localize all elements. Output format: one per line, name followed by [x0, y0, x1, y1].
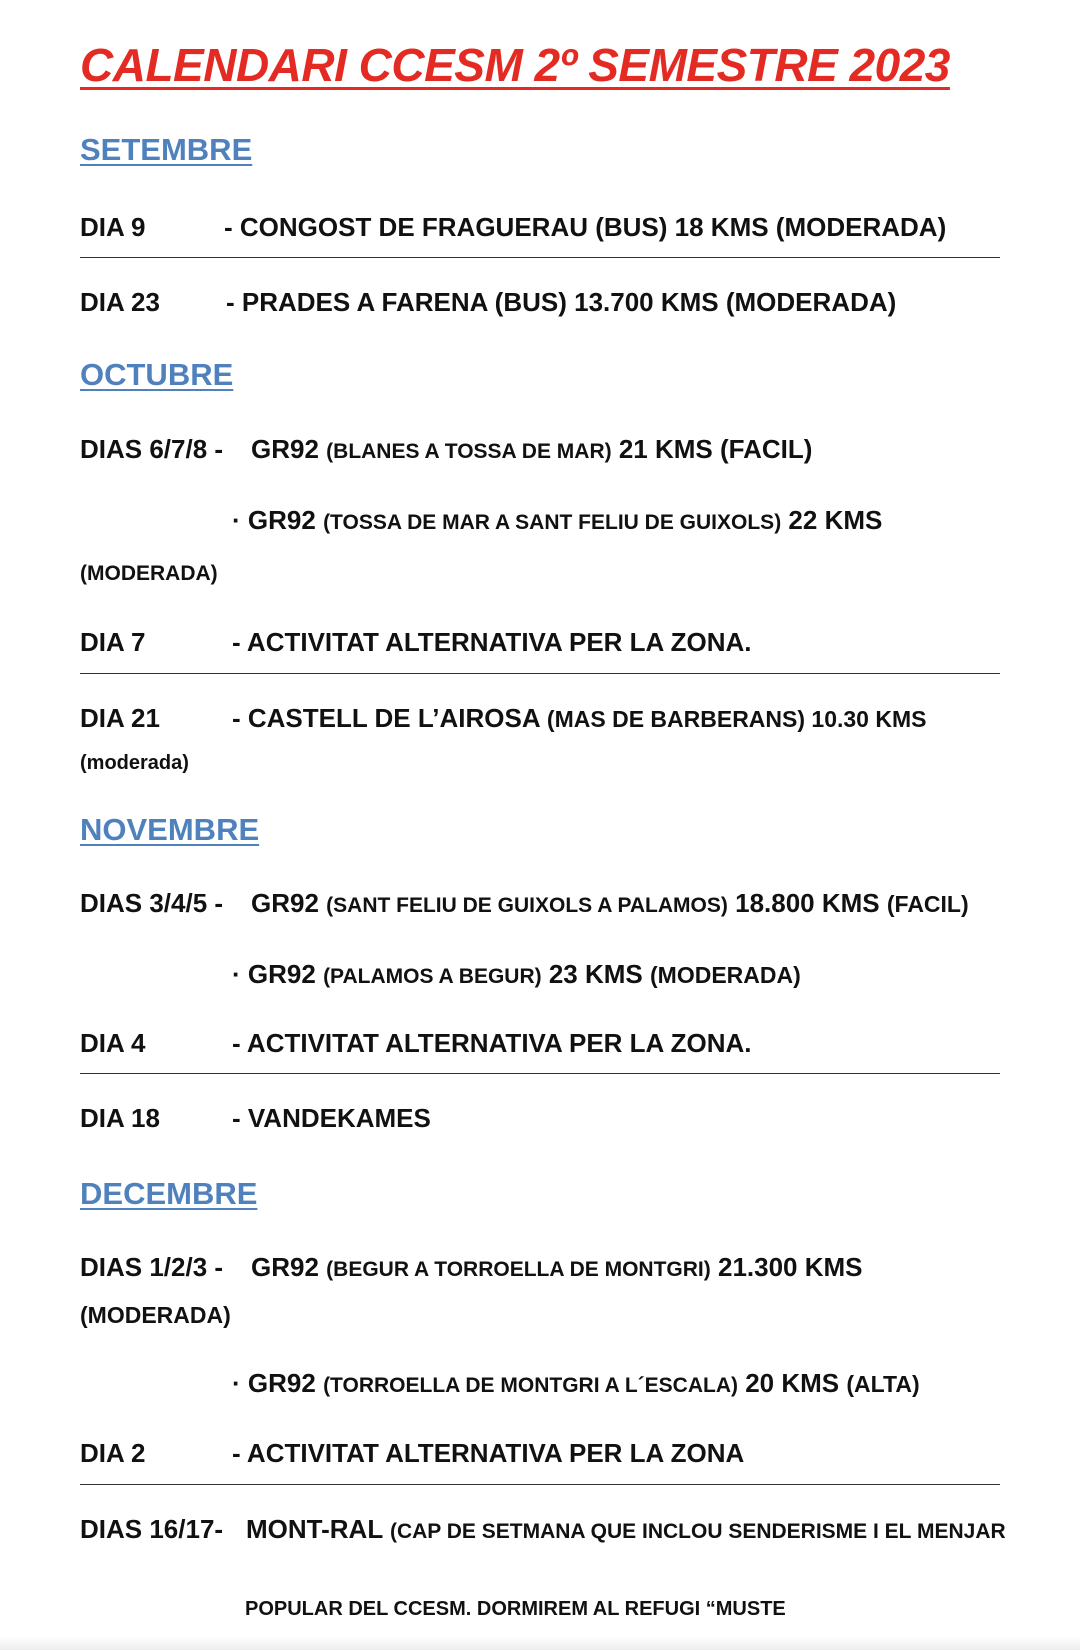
entry-day: DIA 23: [80, 287, 160, 317]
route-detail: (BLANES A TOSSA DE MAR): [326, 440, 612, 463]
route-name: MONT-RAL: [246, 1514, 383, 1544]
month-heading-octubre: OCTUBRE: [80, 357, 234, 392]
entry-day: DIA 18: [80, 1103, 160, 1133]
route-detail: (PALAMOS A BEGUR): [323, 965, 542, 988]
route-difficulty: (ALTA): [846, 1371, 920, 1397]
entry-description: - VANDEKAMES: [232, 1103, 431, 1133]
entry-line: [232, 703, 926, 734]
month-heading-novembre: NOVEMBRE: [80, 812, 260, 847]
entry-continuation: POPULAR DEL CCESM. DORMIREM AL REFUGI “MUSTE: [245, 1598, 786, 1620]
entry-day: DIAS 16/17-: [80, 1514, 224, 1544]
entry-line: [251, 1252, 863, 1283]
route-detail: (SANT FELIU DE GUIXOLS A PALAMOS): [326, 894, 728, 917]
entry-day: DIA 2: [80, 1438, 146, 1468]
route-detail: (MAS DE BARBERANS) 10.30 KMS: [546, 706, 927, 732]
route-distance: 22 KMS: [788, 505, 883, 535]
entry-line: [232, 959, 801, 990]
route-distance: 20 KMS: [745, 1368, 840, 1398]
route-difficulty: (moderada): [80, 752, 189, 774]
entry-description: - ACTIVITAT ALTERNATIVA PER LA ZONA.: [232, 627, 752, 657]
route-name: GR92: [247, 505, 316, 535]
bullet: ·: [232, 505, 241, 535]
divider: [80, 673, 1000, 674]
divider: [80, 1484, 1000, 1485]
entry-line: [251, 434, 812, 465]
route-detail: (TOSSA DE MAR A SANT FELIU DE GUIXOLS): [323, 511, 782, 534]
route-name: GR92: [251, 434, 319, 464]
route-name: GR92: [247, 1368, 316, 1398]
route-difficulty: (MODERADA): [650, 962, 801, 988]
route-difficulty: (MODERADA): [80, 1302, 231, 1328]
bullet: ·: [232, 1368, 241, 1398]
entry-line: [251, 888, 969, 919]
route-name: GR92: [251, 888, 319, 918]
entry-description: - CONGOST DE FRAGUERAU (BUS) 18 KMS (MODERADA): [224, 212, 947, 242]
route-detail: (TORROELLA DE MONTGRI A L´ESCALA): [323, 1374, 738, 1397]
entry-day: DIAS 1/2/3 -: [80, 1252, 224, 1282]
entry-day: DIA 4: [80, 1028, 146, 1058]
month-heading-setembre: SETEMBRE: [80, 132, 253, 167]
entry-line: [232, 1368, 920, 1399]
entry-day: DIAS 6/7/8 -: [80, 434, 224, 464]
route-distance: 21.300 KMS: [717, 1252, 863, 1282]
route-detail: (CAP DE SETMANA QUE INCLOU SENDERISME I EL MENJAR: [389, 1520, 1006, 1543]
entry-day: DIA 21: [80, 703, 160, 733]
route-difficulty: (FACIL): [886, 891, 969, 917]
entry-description: - ACTIVITAT ALTERNATIVA PER LA ZONA.: [232, 1028, 752, 1058]
entry-description: - PRADES A FARENA (BUS) 13.700 KMS (MODERADA): [226, 287, 897, 317]
route-name: GR92: [247, 959, 316, 989]
page-edge: [0, 1636, 1080, 1650]
entry-line: [246, 1514, 1006, 1545]
entry-day: DIA 7: [80, 627, 146, 657]
route-distance: 18.800 KMS: [735, 888, 880, 918]
entry-description: - ACTIVITAT ALTERNATIVA PER LA ZONA: [232, 1438, 745, 1468]
route-distance: 23 KMS: [548, 959, 643, 989]
entry-description: - CASTELL DE L’AIROSA: [232, 703, 540, 733]
bullet: ·: [232, 959, 241, 989]
divider: [80, 1073, 1000, 1074]
route-name: GR92: [251, 1252, 319, 1282]
page-title: CALENDARI CCESM 2º SEMESTRE 2023: [80, 39, 950, 91]
route-difficulty: (MODERADA): [80, 562, 218, 585]
entry-day: DIAS 3/4/5 -: [80, 888, 224, 918]
entry-line: [232, 505, 882, 536]
divider: [80, 257, 1000, 258]
route-detail: (BEGUR A TORROELLA DE MONTGRI): [326, 1258, 711, 1281]
month-heading-decembre: DECEMBRE: [80, 1176, 258, 1211]
entry-day: DIA 9: [80, 212, 146, 242]
route-distance: 21 KMS (FACIL): [618, 434, 813, 464]
